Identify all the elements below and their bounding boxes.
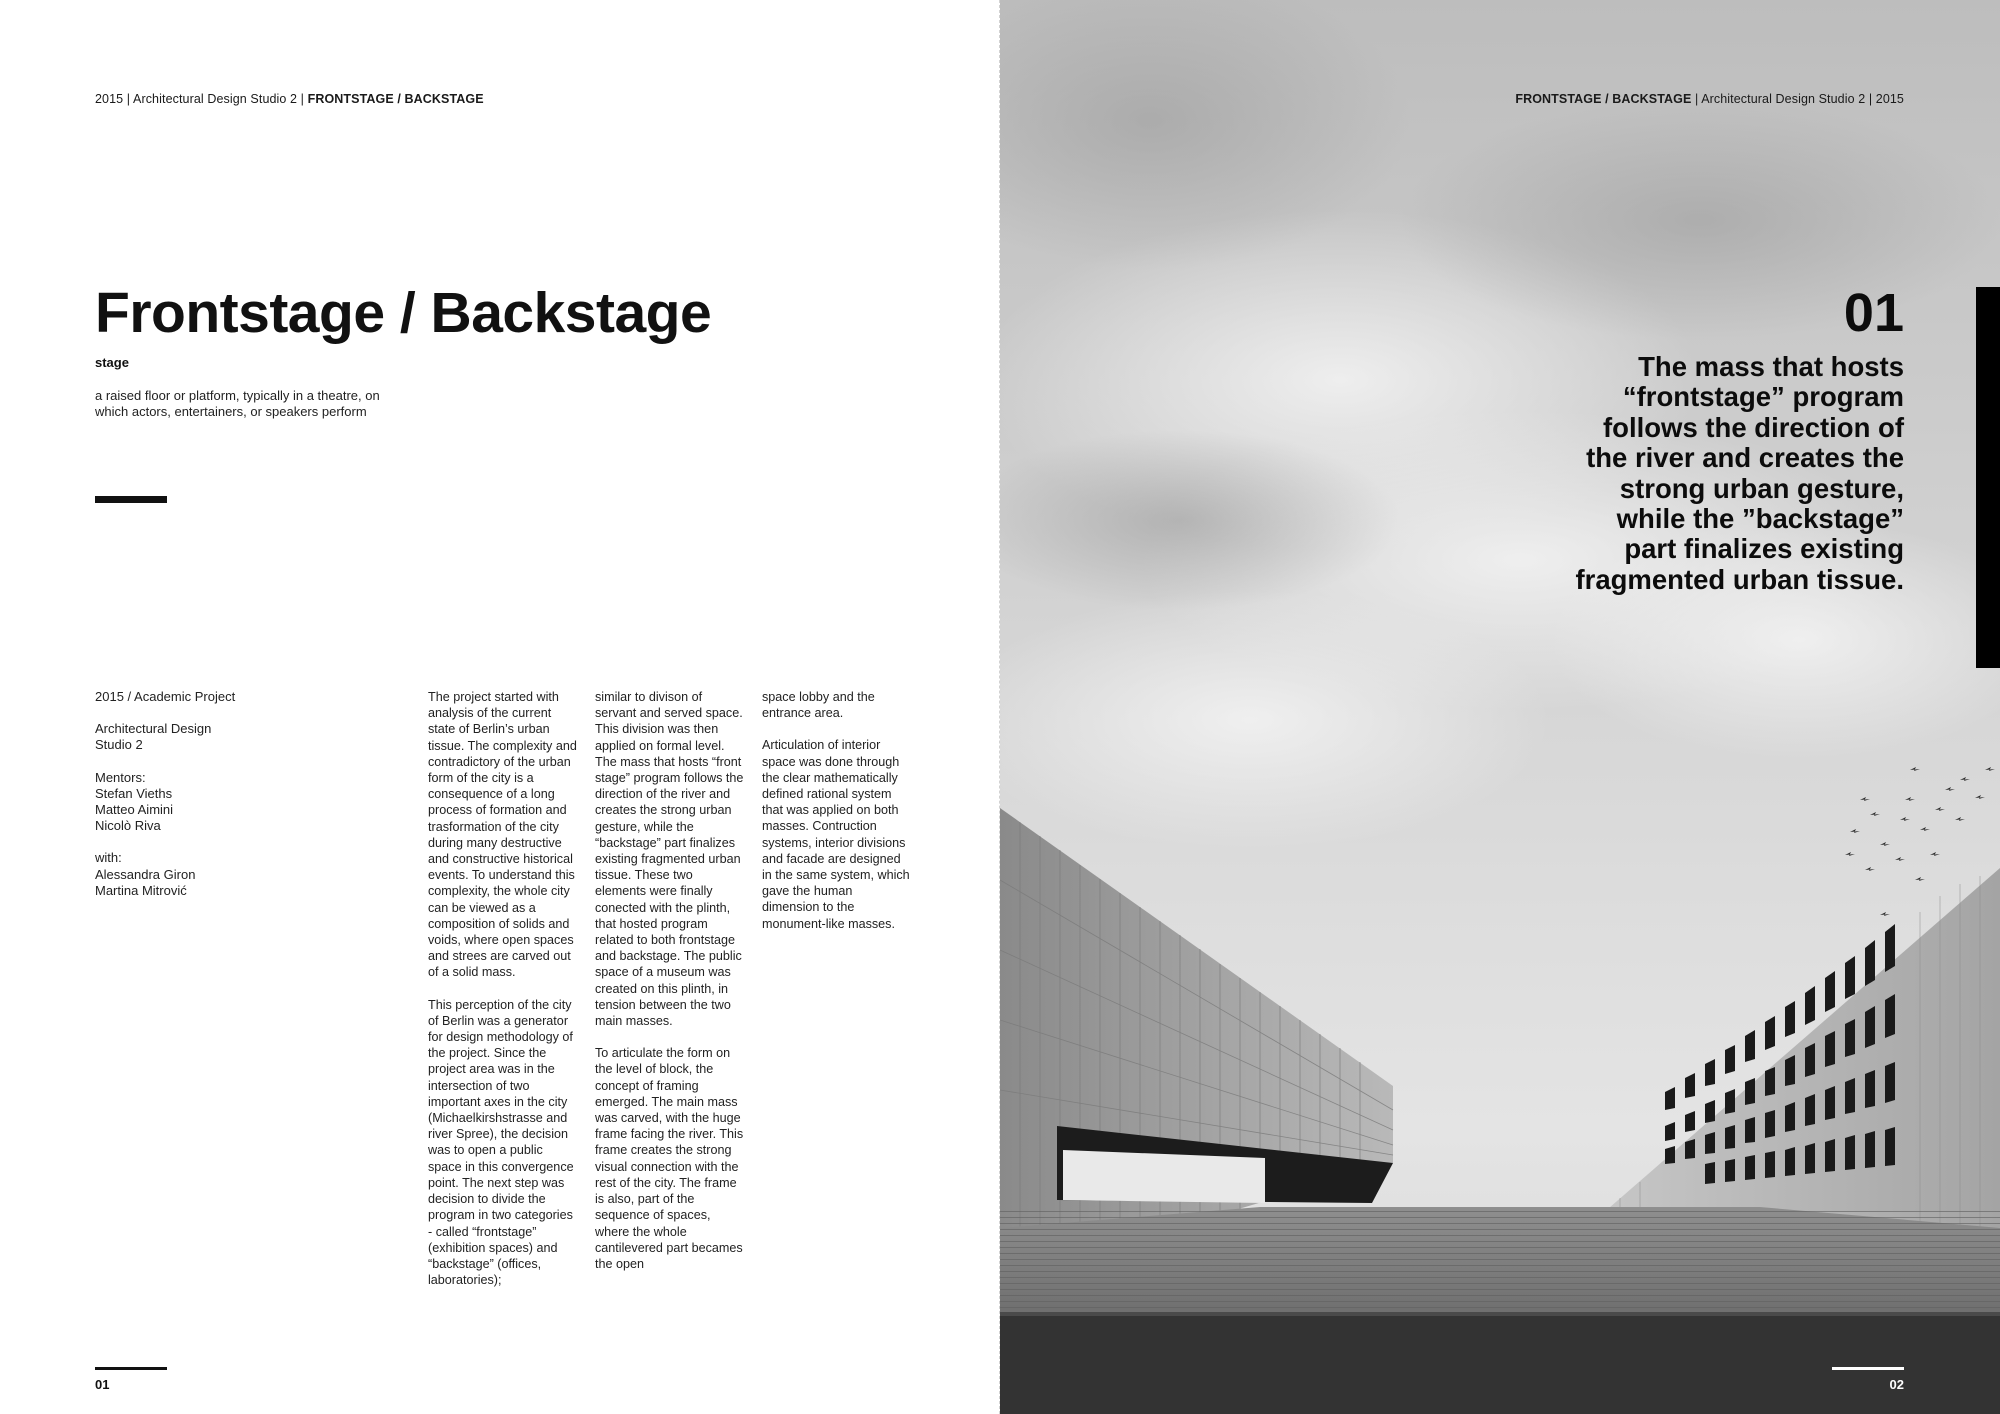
body-paragraph: similar to divison of servant and served space. This division was then applied on formal level. The mass that hosts “front stage” program follows the direction of the river and creates the strong urban gesture, while the “backstage” part finalizes existing fragmented urban tissue. These two elements were finally conected with the plinth, that hosted program related to both frontstage and backstage. The public space of a museum was created on this plinth, in tension between the two main masses. [595,690,744,1029]
body-column-2 [595,689,745,1288]
running-head-prefix: 2015 | Architectural Design Studio 2 | [95,92,308,106]
body-paragraph: Articulation of interior space was done through the clear mathematically defined rational system that was applied on both masses. Contruction systems, interior divisions and facade are designed in the same system, which gave the human dimension to the monument-like masses. [762,738,910,931]
title-rule [95,496,167,503]
meta-course-line: Studio 2 [95,737,143,753]
running-head-suffix: | Architectural Design Studio 2 | 2015 [1691,92,1904,106]
body-paragraph: The project started with analysis of the current state of Berlin’s urban tissue. The complexity and contradictory of the urban form of the city is a consequence of a long process of formation and trasformation of the city during many destructive and constructive historical events. To understand this complexity, the whole city can be viewed as a composition of solids and voids, where open spaces and strees are carved out of a solid mass. [428,690,577,980]
footer-rule [95,1367,167,1370]
body-paragraph: To articulate the form on the level of block, the concept of framing emerged. The main mass was carved, with the huge frame facing the river. This frame creates the strong visual connection with the rest of the city. The frame is also, part of the sequence of spaces, where the whole cantilevered part becames the open [595,1046,744,1271]
definition-text: a raised floor or platform, typically in a theatre, on which actors, entertainers, or speakers perform [95,388,380,419]
section-number: 01 [1843,283,1904,343]
page-title: Frontstage / Backstage [95,281,712,345]
meta-mentor: Matteo Aimini [95,802,174,818]
body-column-3 [762,689,912,948]
body-paragraph: space lobby and the entrance area. [762,690,875,721]
meta-course-line: Architectural Design [95,721,212,737]
meta-mentor: Stefan Vieths [95,785,173,801]
meta-with-label: with: [95,850,122,866]
pull-quote: The mass that hosts “frontstage” program follows the direction of the river and creates the strong urban gesture, while the ”backstage” part finalizes existing fragmented urban tissue. [1575,351,1904,595]
meta-collaborator: Martina Mitrović [95,882,187,898]
side-tab-marker [1976,287,2000,668]
meta-collaborator: Alessandra Giron [95,866,196,882]
definition-term: stage [95,355,129,370]
meta-mentors-label: Mentors: [95,769,146,785]
right-page [1000,0,2000,1414]
body-column-1 [428,689,578,1304]
architectural-render-image [1000,0,2000,1414]
meta-mentor: Nicolò Riva [95,818,161,834]
page-number-left: 01 [95,1377,110,1392]
body-paragraph: This perception of the city of Berlin was a generator for design methodology of the project. Since the project area was in the intersection of two important axes in the city (Michaelkirshstrasse and river Spree), the decision was to open a public space in this convergence point. The next step was decision to divide the program in two categories - called “frontstage” (exhibition spaces) and “backstage” (offices, laboratories); [428,997,574,1288]
meta-year: 2015 / Academic Project [95,689,236,704]
running-head-bold: FRONTSTAGE / BACKSTAGE [307,92,484,106]
footer-rule [1832,1367,1904,1370]
running-head-left [95,92,484,106]
running-head-right [1515,92,1904,106]
running-head-bold: FRONTSTAGE / BACKSTAGE [1515,92,1692,106]
project-meta [95,689,355,915]
page-number-right: 02 [1889,1377,1904,1392]
